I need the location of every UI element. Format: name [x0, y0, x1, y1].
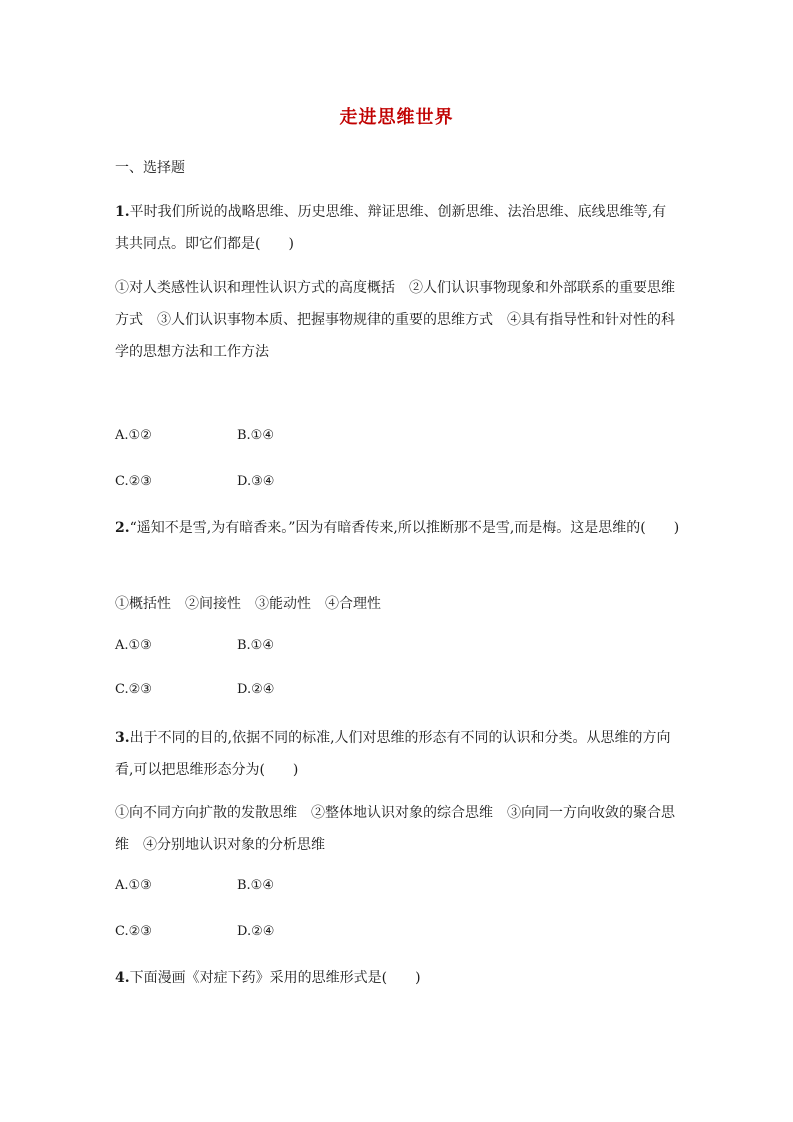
question-number: 3. [115, 730, 130, 746]
question-2-statements: ①概括性 ②间接性 ③能动性 ④合理性 [115, 596, 381, 612]
question-number: 2. [115, 520, 130, 536]
option-a[interactable]: A.①③ [115, 878, 152, 893]
question-2 [115, 512, 680, 544]
option-b[interactable]: B.①④ [237, 878, 274, 893]
option-c[interactable]: C.②③ [115, 682, 152, 697]
option-d[interactable]: D.②④ [237, 924, 275, 939]
section-heading: 一、选择题 [115, 160, 185, 176]
option-a[interactable]: A.①② [115, 428, 152, 443]
option-c[interactable]: C.②③ [115, 474, 152, 489]
option-b[interactable]: B.①④ [237, 428, 274, 443]
page-title: 走进思维世界 [339, 107, 454, 128]
option-d[interactable]: D.②④ [237, 682, 275, 697]
question-text: 出于不同的目的,依据不同的标准,人们对思维的形态有不同的认识和分类。从思维的方向看,可以把思维形态分为( ) [115, 730, 671, 778]
question-4 [115, 962, 680, 994]
question-3-statements: ①向不同方向扩散的发散思维 ②整体地认识对象的综合思维 ③向同一方向收敛的聚合思维 ④分别地认识对象的分析思维 [115, 805, 675, 853]
question-number: 1. [115, 204, 130, 220]
option-d[interactable]: D.③④ [237, 474, 275, 489]
question-text: “遥知不是雪,为有暗香来。”因为有暗香传来,所以推断那不是雪,而是梅。这是思维的( ) [129, 520, 680, 536]
option-a[interactable]: A.①③ [115, 638, 152, 653]
option-c[interactable]: C.②③ [115, 924, 152, 939]
question-text: 下面漫画《对症下药》采用的思维形式是( ) [129, 970, 421, 986]
question-text: 平时我们所说的战略思维、历史思维、辩证思维、创新思维、法治思维、底线思维等,有其共同点。即它们都是( ) [115, 204, 667, 252]
question-number: 4. [115, 970, 130, 986]
option-b[interactable]: B.①④ [237, 638, 274, 653]
question-1 [115, 196, 680, 260]
question-1-statements: ①对人类感性认识和理性认识方式的高度概括 ②人们认识事物现象和外部联系的重要思维方式 ③人们认识事物本质、把握事物规律的重要的思维方式 ④具有指导性和针对性的科学的思想方法和工作方法 [115, 280, 675, 360]
question-3 [115, 722, 680, 786]
